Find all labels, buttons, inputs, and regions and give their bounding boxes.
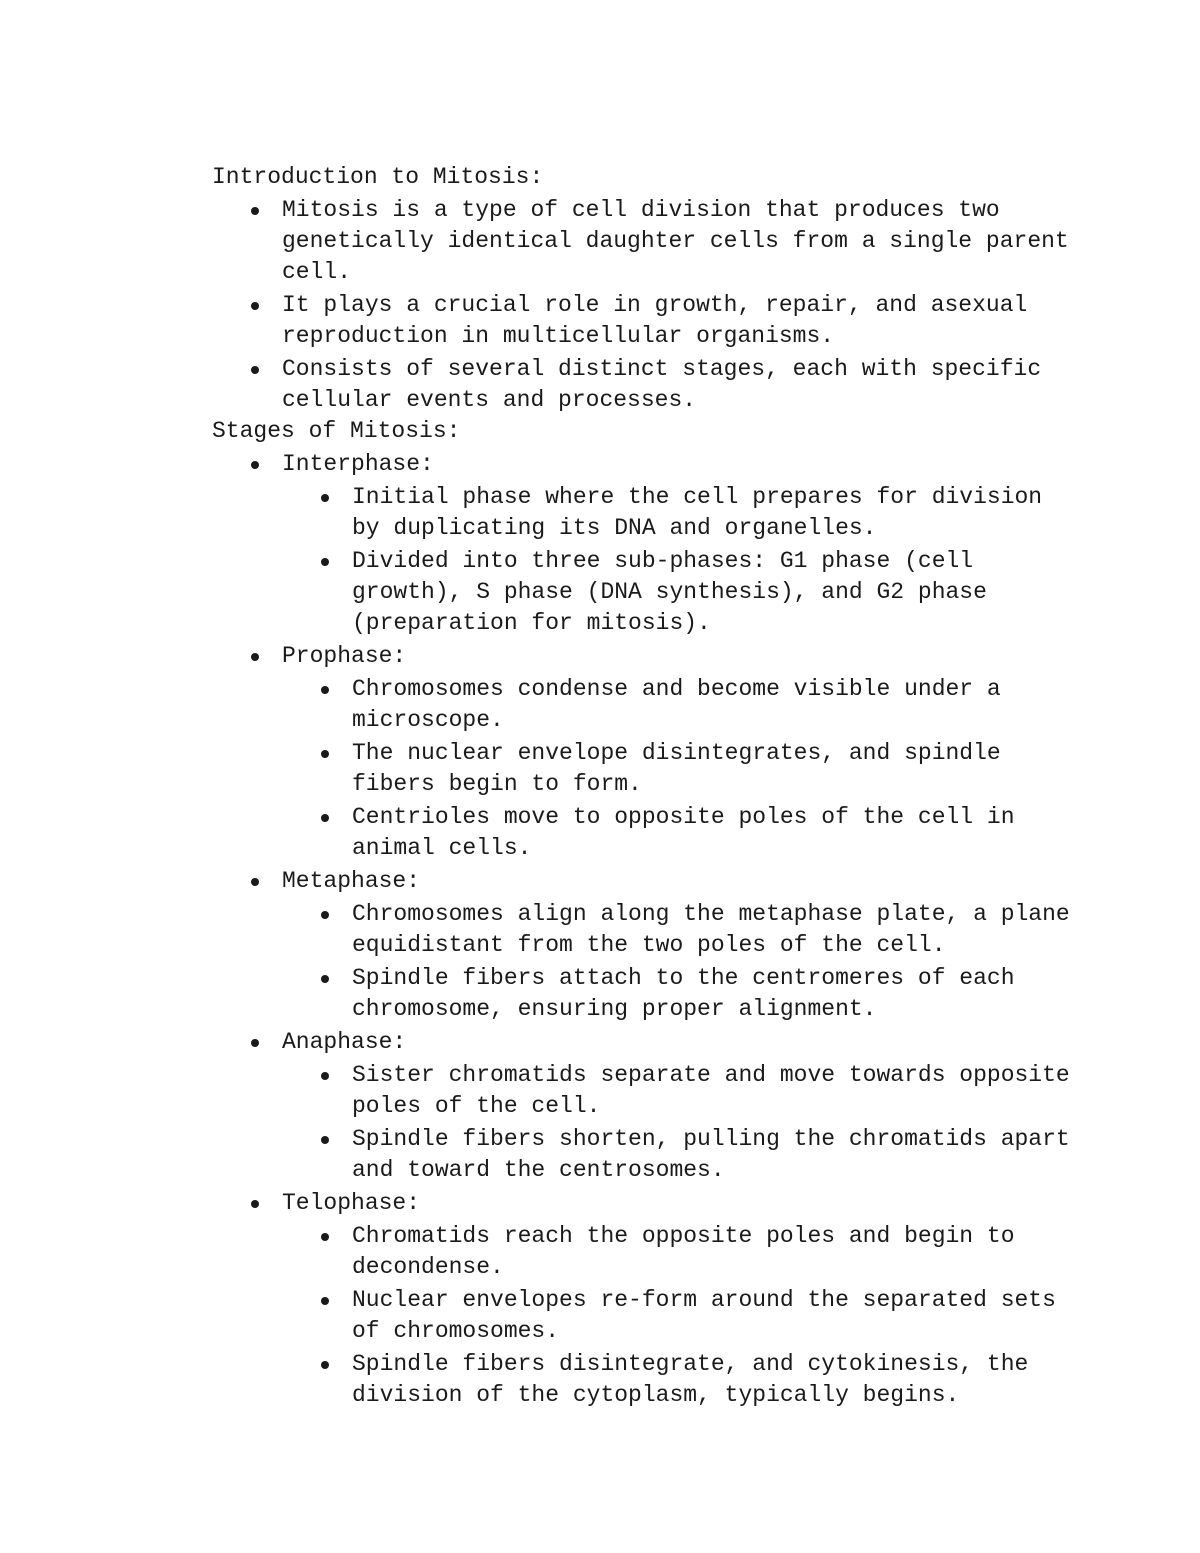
list-item [282, 899, 1072, 961]
bullet-icon [251, 1039, 259, 1047]
bullet-icon [321, 1072, 329, 1080]
list-item-text: Spindle fibers disintegrate, and cytokinesis, the division of the cytoplasm, typically begins. [352, 1351, 1029, 1408]
bullet-icon [321, 814, 329, 822]
list-item-text: It plays a crucial role in growth, repair, and asexual reproduction in multicellular organisms. [282, 292, 1028, 349]
list-item-text: Mitosis is a type of cell division that produces two genetically identical daughter cells from a single parent cell. [282, 197, 1069, 285]
document-page [212, 162, 1072, 1411]
list-item [212, 195, 1072, 288]
stage-item-prophase [212, 641, 1072, 864]
stage-item-anaphase [212, 1027, 1072, 1186]
bullet-icon [321, 911, 329, 919]
bullet-icon [251, 366, 259, 374]
stage-item-interphase [212, 449, 1072, 639]
list-item-text: Centrioles move to opposite poles of the cell in animal cells. [352, 804, 1015, 861]
list-item [282, 1221, 1072, 1283]
list-item [282, 1060, 1072, 1122]
bullet-icon [321, 1136, 329, 1144]
bullet-icon [251, 207, 259, 215]
list-item-text: Initial phase where the cell prepares for division by duplicating its DNA and organelles. [352, 484, 1043, 541]
bullet-icon [321, 975, 329, 983]
bullet-icon [251, 878, 259, 886]
list-item-text: Spindle fibers attach to the centromeres of each chromosome, ensuring proper alignment. [352, 965, 1015, 1022]
bullet-icon [321, 558, 329, 566]
list-item-text: Consists of several distinct stages, each with specific cellular events and processes. [282, 356, 1042, 413]
bullet-icon [321, 494, 329, 502]
list-item [282, 1349, 1072, 1411]
stage-label: Telophase: [282, 1190, 421, 1216]
bullet-icon [321, 1297, 329, 1305]
list-item [282, 802, 1072, 864]
stage-points [282, 1060, 1072, 1186]
bullet-icon [251, 1200, 259, 1208]
list-item-text: Nuclear envelopes re-form around the separated sets of chromosomes. [352, 1287, 1056, 1344]
stage-item-telophase [212, 1188, 1072, 1411]
stage-item-metaphase [212, 866, 1072, 1025]
stages-list [212, 449, 1072, 1411]
list-item [282, 482, 1072, 544]
stage-label: Prophase: [282, 643, 407, 669]
list-item [212, 290, 1072, 352]
bullet-icon [251, 461, 259, 469]
list-item-text: Sister chromatids separate and move towards opposite poles of the cell. [352, 1062, 1070, 1119]
list-item [282, 1124, 1072, 1186]
stage-points [282, 1221, 1072, 1411]
stage-label: Metaphase: [282, 868, 421, 894]
list-item [282, 963, 1072, 1025]
bullet-icon [321, 750, 329, 758]
list-item [282, 546, 1072, 639]
stage-label: Anaphase: [282, 1029, 407, 1055]
stage-points [282, 674, 1072, 864]
list-item [282, 674, 1072, 736]
list-item-text: Chromosomes align along the metaphase plate, a plane equidistant from the two poles of the cell. [352, 901, 1070, 958]
list-item [212, 354, 1072, 416]
bullet-icon [321, 1233, 329, 1241]
list-item-text: The nuclear envelope disintegrates, and spindle fibers begin to form. [352, 740, 1001, 797]
list-item-text: Chromosomes condense and become visible under a microscope. [352, 676, 1001, 733]
list-item-text: Spindle fibers shorten, pulling the chromatids apart and toward the centrosomes. [352, 1126, 1070, 1183]
list-item-text: Chromatids reach the opposite poles and begin to decondense. [352, 1223, 1015, 1280]
list-item-text: Divided into three sub-phases: G1 phase (cell growth), S phase (DNA synthesis), and G2 phase (preparation for mitosis). [352, 548, 987, 636]
stage-label: Interphase: [282, 451, 434, 477]
stage-points [282, 899, 1072, 1025]
intro-list [212, 195, 1072, 416]
bullet-icon [321, 1361, 329, 1369]
bullet-icon [251, 302, 259, 310]
bullet-icon [321, 686, 329, 694]
list-item [282, 738, 1072, 800]
bullet-icon [251, 653, 259, 661]
stages-heading: Stages of Mitosis: [212, 418, 461, 444]
intro-heading: Introduction to Mitosis: [212, 164, 544, 190]
stage-points [282, 482, 1072, 639]
list-item [282, 1285, 1072, 1347]
